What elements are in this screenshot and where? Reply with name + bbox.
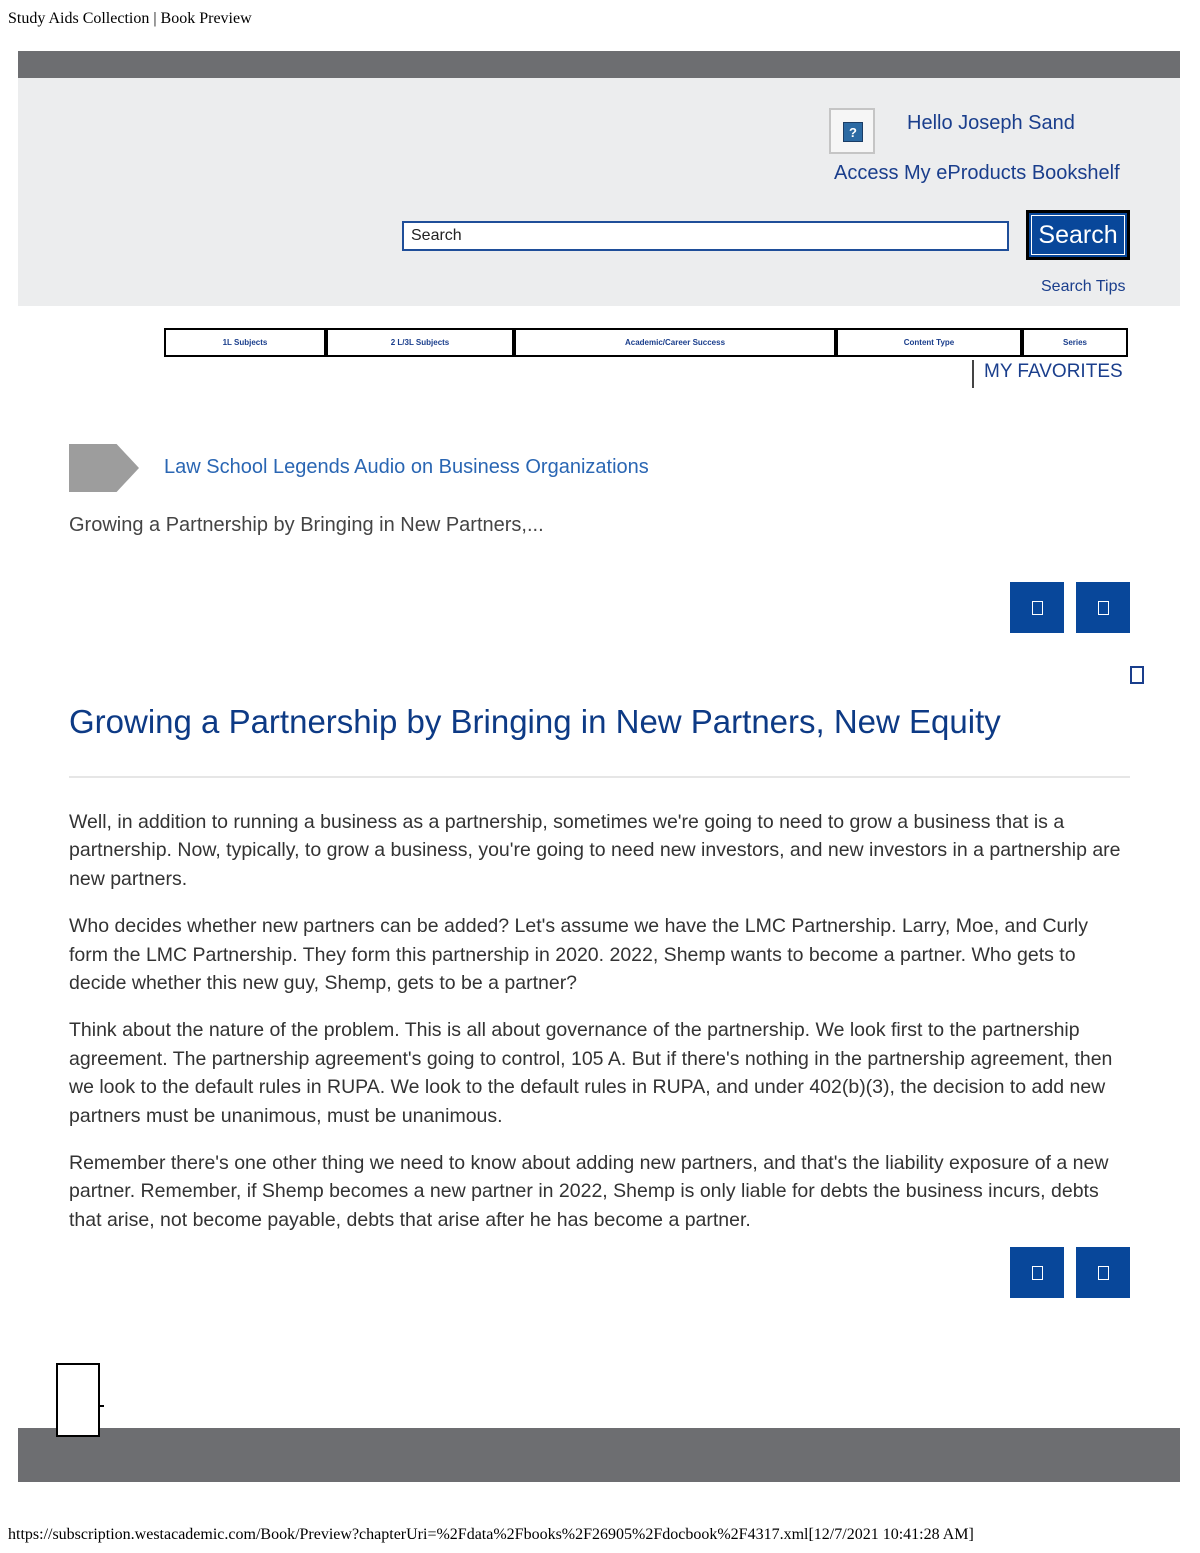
prev-page-button[interactable] xyxy=(1010,582,1064,633)
next-page-button-bottom[interactable] xyxy=(1076,1247,1130,1298)
user-greeting: Hello Joseph Sand xyxy=(907,112,1075,134)
nav-item-academic-career[interactable]: Academic/Career Success xyxy=(514,328,836,357)
favorites-divider xyxy=(972,360,974,388)
article-paragraph: Well, in addition to running a business as a partnership, sometimes we're going to need to grow a business that is a partnership. Now, typically, to grow a business, you're going to need new investors, and new investors in a partnership are new partners. xyxy=(69,811,1121,890)
nav-item-1l-subjects[interactable]: 1L Subjects xyxy=(164,328,326,357)
bookmark-icon[interactable] xyxy=(1130,666,1144,684)
search-input[interactable] xyxy=(402,221,1009,251)
top-banner-bar xyxy=(18,51,1180,78)
article-body xyxy=(69,808,1131,1253)
prev-icon xyxy=(1032,1266,1043,1280)
footer-logo-placeholder-icon xyxy=(56,1363,100,1437)
avatar xyxy=(829,108,875,154)
page-title: Growing a Partnership by Bringing in New Partners, New Equity xyxy=(69,703,1001,740)
search-button-label: Search xyxy=(1031,215,1125,255)
bookshelf-link[interactable]: Access My eProducts Bookshelf xyxy=(834,162,1120,184)
nav-item-content-type[interactable]: Content Type xyxy=(836,328,1022,357)
breadcrumb-parent-link[interactable]: Law School Legends Audio on Business Organizations xyxy=(164,456,649,478)
heading-divider xyxy=(69,776,1130,778)
breadcrumb-current: Growing a Partnership by Bringing in New Partners,... xyxy=(69,514,544,536)
search-button[interactable] xyxy=(1026,210,1130,260)
article-paragraph: Remember there's one other thing we need to know about adding new partners, and that's the liability exposure of a new partner. Remember, if Shemp becomes a new partner in 2022, Shemp is only liable for debts the business incurs, debts that arise, not become payable, debts that arise after he has become a partner. xyxy=(69,1152,1109,1231)
nav-item-series[interactable]: Series xyxy=(1022,328,1128,357)
next-icon xyxy=(1098,1266,1109,1280)
next-page-button[interactable] xyxy=(1076,582,1130,633)
prev-page-button-bottom[interactable] xyxy=(1010,1247,1064,1298)
next-icon xyxy=(1098,601,1109,615)
search-tips-link[interactable]: Search Tips xyxy=(1041,278,1126,295)
document-footer-url: https://subscription.westacademic.com/Book/Preview?chapterUri=%2Fdata%2Fbooks%2F26905%2Fdocbook%2F4317.xml[12/7/2021 10:41:28 AM] xyxy=(8,1526,974,1543)
footer-bar xyxy=(18,1428,1180,1482)
article-paragraph: Think about the nature of the problem. This is all about governance of the partnership. We look first to the partnership agreement. The partnership agreement's going to control, 105 A. But if there's nothing in the partnership agreement, then we look to the default rules in RUPA. We look to the default rules in RUPA, and under 402(b)(3), the decision to add new partners must be unanimous, must be unanimous. xyxy=(69,1019,1113,1127)
document-header-title: Study Aids Collection | Book Preview xyxy=(8,10,252,27)
breadcrumb-arrow-icon xyxy=(69,444,139,492)
nav-item-2l-3l-subjects[interactable]: 2 L/3L Subjects xyxy=(326,328,514,357)
prev-icon xyxy=(1032,601,1043,615)
broken-image-icon: ? xyxy=(843,122,863,142)
footer-tick xyxy=(100,1405,104,1407)
article-paragraph: Who decides whether new partners can be added? Let's assume we have the LMC Partnership. Larry, Moe, and Curly form the LMC Partnership. They form this partnership in 2020. 2022, Shemp wants to become a partner. Who gets to decide whether this new guy, Shemp, gets to be a partner? xyxy=(69,915,1088,995)
my-favorites-link[interactable]: MY FAVORITES xyxy=(984,361,1123,382)
